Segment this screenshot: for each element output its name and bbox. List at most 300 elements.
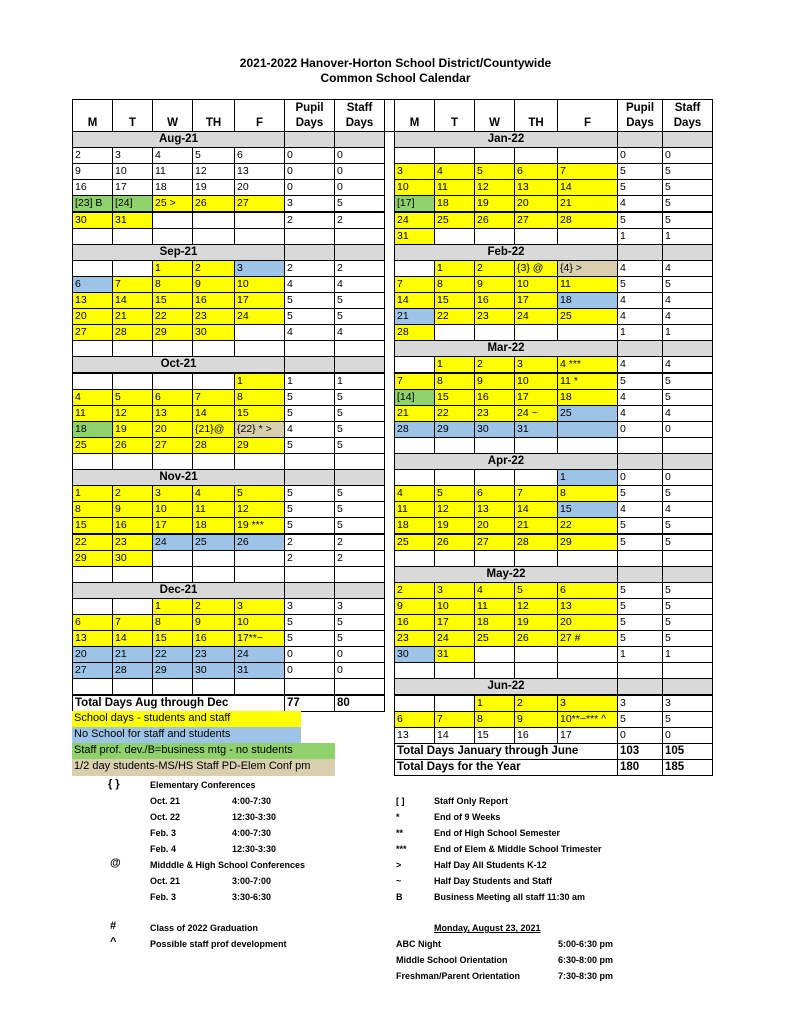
symbol-key: [ ] [396,796,405,806]
staff-days-cell: 0 [662,469,713,486]
month-header-cell [617,340,663,357]
day-cell: 7 [394,276,435,293]
staff-days-cell: 5 [662,614,713,631]
day-cell: 7 [112,276,153,293]
day-cell: 14 [557,179,618,196]
pupil-days-cell: 5 [284,405,335,422]
day-cell [234,340,285,357]
month-header: Apr-22 [394,453,618,470]
staff-days-cell: 5 [662,517,713,534]
day-cell: 4 [192,485,235,502]
pupil-days-cell: 5 [617,534,663,551]
legend-staff-pd: Staff prof. dev./B=business mtg - no students [72,743,335,760]
total-year-staff: 185 [662,759,713,776]
day-cell: 1 [434,260,475,277]
day-cell: 23 [394,630,435,647]
day-cell: 14 [192,405,235,422]
pupil-days-cell: 0 [617,147,663,164]
day-cell: 25 [192,534,235,551]
symbol-desc: End of Elem & Middle School Trimester [434,844,602,854]
pupil-days-cell [284,453,335,470]
month-header-cell [334,469,385,486]
day-cell: 23 [192,308,235,325]
symbol-key: > [396,860,402,870]
day-cell [434,228,475,245]
ms-conf-time: 3:30-6:30 [232,892,272,902]
day-cell: 26 [514,630,558,647]
day-cell: 4 [474,582,515,599]
day-cell: 29 [557,534,618,551]
day-cell: 15 [234,405,285,422]
pupil-days-cell [284,678,335,695]
pupil-days-cell: 5 [617,212,663,229]
ms-conf-title: Midddle & High School Conferences [150,860,306,870]
day-cell: 27 # [557,630,618,647]
pupil-days-cell: 5 [617,582,663,599]
pupil-days-cell: 5 [284,437,335,454]
day-cell: 6 [234,147,285,164]
pupil-days-cell: 0 [284,646,335,663]
day-cell: 4 [394,485,435,502]
pupil-days-cell [617,550,663,567]
day-cell: 8 [474,711,515,728]
day-cell: 31 [394,228,435,245]
day-cell: 24 ~ [514,405,558,422]
day-cell: 12 [234,501,285,518]
day-cell: 4 *** [557,356,618,373]
day-cell [72,598,113,615]
staff-days-cell: 5 [334,195,385,212]
day-cell: 24 [234,646,285,663]
day-cell: 24 [434,630,475,647]
day-cell: 24 [152,534,193,551]
day-cell: 22 [434,308,475,325]
staff-days-cell [334,340,385,357]
day-cell: 16 [192,292,235,309]
pupil-days-cell: 1 [617,646,663,663]
day-cell: {4} > [557,260,618,277]
day-cell [474,437,515,454]
day-cell [192,373,235,390]
staff-days-cell: 0 [334,147,385,164]
day-cell: 30 [112,550,153,567]
staff-days-cell: 0 [334,646,385,663]
pupil-days-cell: 5 [284,389,335,406]
day-cell: 2 [192,260,235,277]
day-cell: 10 [394,179,435,196]
staff-days-cell: 5 [334,485,385,502]
staff-days-cell: 3 [662,695,713,712]
pupil-days-cell: 5 [284,501,335,518]
day-cell: 1 [72,485,113,502]
day-cell: 23 [474,308,515,325]
day-cell: 6 [72,276,113,293]
day-cell [434,662,475,679]
day-cell [514,228,558,245]
day-cell: 4 [152,147,193,164]
staff-days-cell [334,678,385,695]
day-cell: 1 [434,356,475,373]
day-cell [514,147,558,164]
day-cell: 2 [112,485,153,502]
month-header-cell [662,340,713,357]
day-cell: 26 [112,437,153,454]
pupil-days-cell: 5 [284,292,335,309]
day-cell: 21 [394,405,435,422]
day-cell: 18 [192,517,235,534]
day-cell [394,550,435,567]
pupil-days-cell: 4 [617,308,663,325]
day-cell [394,662,435,679]
pupil-days-cell: 5 [617,276,663,293]
day-cell: 10 [234,614,285,631]
event-time: 5:00-6:30 pm [558,939,614,949]
day-cell: 30 [394,646,435,663]
day-cell: 11 [434,179,475,196]
pupil-days-cell: 5 [284,517,335,534]
day-cell: 3 [152,485,193,502]
day-cell [192,550,235,567]
month-header-cell [662,678,713,695]
day-cell: 7 [192,389,235,406]
staff-days-cell: 0 [662,147,713,164]
day-cell: 21 [112,308,153,325]
day-cell: 1 [234,373,285,390]
day-cell: 5 [192,147,235,164]
pupil-days-cell: 5 [617,485,663,502]
pupil-days-cell: 4 [617,195,663,212]
pupil-days-cell: 2 [284,212,335,229]
staff-days-cell: 5 [662,195,713,212]
day-cell [234,212,285,229]
day-cell [234,453,285,470]
pupil-days-cell: 4 [617,501,663,518]
day-cell [152,678,193,695]
day-cell: 16 [474,389,515,406]
header-pupil-days: Pupil Days [284,99,335,132]
day-cell: 1 [152,598,193,615]
day-cell: 27 [72,662,113,679]
pupil-days-cell: 0 [284,163,335,180]
day-cell: {21}@ [192,421,235,438]
day-cell [234,324,285,341]
day-cell: 19 [514,614,558,631]
month-header-cell [334,244,385,261]
month-header-cell [334,356,385,373]
day-cell: 19 *** [234,517,285,534]
pupil-days-cell [617,662,663,679]
day-cell [474,550,515,567]
day-cell [72,453,113,470]
day-cell: 27 [514,212,558,229]
day-cell: 19 [434,517,475,534]
staff-days-cell: 4 [662,260,713,277]
elem-conf-symbol: { } [108,778,120,790]
day-cell [152,228,193,245]
day-cell: 11 * [557,373,618,390]
day-cell: 12 [112,405,153,422]
day-cell [394,437,435,454]
day-cell [192,678,235,695]
day-cell: 12 [474,179,515,196]
day-cell [557,147,618,164]
day-cell: 13 [72,630,113,647]
day-cell [112,678,153,695]
pupil-days-cell: 3 [284,195,335,212]
month-header-cell [284,582,335,599]
header-pupil-days: Pupil Days [617,99,663,132]
symbol-desc: Business Meeting all staff 11:30 am [434,892,586,902]
symbol-key: ~ [396,876,402,886]
day-cell: 20 [72,308,113,325]
total-aug-dec-pupil: 77 [284,695,335,712]
day-cell [152,566,193,583]
day-cell: 16 [112,517,153,534]
day-cell: 12 [192,163,235,180]
day-cell: 15 [434,389,475,406]
day-cell [394,356,435,373]
day-cell [234,228,285,245]
day-cell: 27 [152,437,193,454]
legend-half-day: 1/2 day students-MS/HS Staff PD-Elem Conf pm [72,759,335,776]
symbol-desc: Half Day All Students K-12 [434,860,547,870]
day-cell: 14 [394,292,435,309]
day-cell: 27 [234,195,285,212]
day-cell: 19 [474,195,515,212]
day-cell: 19 [192,179,235,196]
day-cell [514,662,558,679]
staff-days-cell: 0 [662,727,713,744]
day-cell [394,469,435,486]
day-cell: {3} @ [514,260,558,277]
day-cell: 10 [514,373,558,390]
day-cell: 18 [557,389,618,406]
day-cell: 8 [152,276,193,293]
day-cell: 17**~ [234,630,285,647]
day-cell: 31 [514,421,558,438]
staff-days-cell: 4 [662,405,713,422]
day-cell: 24 [394,212,435,229]
day-cell: 26 [434,534,475,551]
event-time: 6:30-8:00 pm [558,955,614,965]
day-cell [72,340,113,357]
pupil-days-cell: 2 [284,534,335,551]
day-cell [72,373,113,390]
staff-days-cell: 1 [662,646,713,663]
day-cell: 4 [434,163,475,180]
staff-days-cell: 5 [662,485,713,502]
day-cell: 13 [234,163,285,180]
day-cell [434,437,475,454]
day-cell [394,147,435,164]
pupil-days-cell: 5 [617,163,663,180]
staff-days-cell: 5 [334,292,385,309]
header-m: M [72,99,113,132]
day-cell: 18 [394,517,435,534]
day-cell: 9 [514,711,558,728]
graduation-text: Class of 2022 Graduation [150,923,259,933]
day-cell [72,260,113,277]
day-cell: 27 [474,534,515,551]
day-cell: 6 [394,711,435,728]
day-cell: 29 [152,324,193,341]
day-cell: 18 [474,614,515,631]
elem-conf-title: Elementary Conferences [150,780,256,790]
day-cell: 23 [192,646,235,663]
pupil-days-cell: 4 [617,405,663,422]
month-header-cell [662,566,713,583]
pupil-days-cell: 0 [617,421,663,438]
staff-days-cell: 2 [334,534,385,551]
pupil-days-cell: 0 [284,147,335,164]
day-cell: 25 > [152,195,193,212]
ms-conf-date: Oct. 21 [150,876,181,886]
total-year-label: Total Days for the Year [394,759,618,776]
elem-conf-time: 4:00-7:30 [232,796,272,806]
day-cell [192,212,235,229]
day-cell: 30 [474,421,515,438]
staff-days-cell: 5 [662,276,713,293]
header-t: T [434,99,475,132]
day-cell [474,469,515,486]
pupil-days-cell: 4 [284,276,335,293]
total-year-pupil: 180 [617,759,663,776]
header-w: W [474,99,515,132]
staff-days-cell: 4 [334,324,385,341]
symbol-desc: End of High School Semester [434,828,561,838]
pupil-days-cell: 5 [617,598,663,615]
day-cell: 3 [234,598,285,615]
staff-days-cell: 2 [334,550,385,567]
day-cell: 3 [112,147,153,164]
day-cell: 9 [72,163,113,180]
day-cell: 31 [112,212,153,229]
pupil-days-cell: 4 [617,292,663,309]
pupil-days-cell: 1 [284,373,335,390]
day-cell [112,228,153,245]
pupil-days-cell: 0 [284,662,335,679]
day-cell [434,550,475,567]
pupil-days-cell: 0 [284,179,335,196]
pupil-days-cell [617,437,663,454]
day-cell: 18 [557,292,618,309]
day-cell: 3 [394,163,435,180]
day-cell: 13 [474,501,515,518]
day-cell: 25 [557,405,618,422]
ms-conf-date: Feb. 3 [150,892,177,902]
elem-conf-time: 12:30-3:30 [232,812,277,822]
day-cell [557,550,618,567]
day-cell: 3 [514,356,558,373]
staff-days-cell: 5 [334,630,385,647]
day-cell: 25 [557,308,618,325]
elem-conf-time: 4:00-7:30 [232,828,272,838]
day-cell: 7 [394,373,435,390]
staff-days-cell: 0 [334,163,385,180]
staff-days-cell: 5 [662,163,713,180]
pupil-days-cell: 5 [617,614,663,631]
day-cell: 20 [474,517,515,534]
day-cell: 23 [112,534,153,551]
day-cell: 21 [394,308,435,325]
day-cell [514,646,558,663]
month-header-cell [617,678,663,695]
month-header-cell [617,453,663,470]
day-cell: 5 [112,389,153,406]
ms-conf-time: 3:00-7:00 [232,876,272,886]
pupil-days-cell: 4 [617,260,663,277]
day-cell: 6 [557,582,618,599]
staff-days-cell: 1 [334,373,385,390]
day-cell [112,566,153,583]
day-cell [152,373,193,390]
day-cell: 8 [434,373,475,390]
day-cell: 10 [234,276,285,293]
staff-days-cell [662,437,713,454]
elem-conf-date: Feb. 4 [150,844,177,854]
title-line-1: 2021-2022 Hanover-Horton School District/Countywide [239,56,552,70]
day-cell: 10 [434,598,475,615]
day-cell [557,662,618,679]
header-th: TH [514,99,558,132]
staff-days-cell: 4 [662,308,713,325]
day-cell [474,324,515,341]
day-cell: 9 [474,373,515,390]
day-cell [112,453,153,470]
day-cell: 29 [234,437,285,454]
day-cell: 5 [514,582,558,599]
day-cell: 15 [474,727,515,744]
staff-days-cell [334,566,385,583]
day-cell: 14 [112,630,153,647]
day-cell: 21 [557,195,618,212]
staff-days-cell [662,662,713,679]
pupil-days-cell [284,340,335,357]
symbol-key: ** [396,828,404,838]
day-cell: 18 [72,421,113,438]
staff-days-cell [662,550,713,567]
day-cell: 22 [152,308,193,325]
symbol-desc: Staff Only Report [434,796,509,806]
day-cell: 23 [474,405,515,422]
day-cell [474,228,515,245]
day-cell [394,260,435,277]
month-header: Sep-21 [72,244,285,261]
day-cell: 13 [394,727,435,744]
day-cell [434,147,475,164]
day-cell: 10 [112,163,153,180]
day-cell: 18 [434,195,475,212]
day-cell: 25 [394,534,435,551]
month-header: Jun-22 [394,678,618,695]
total-aug-dec-label: Total Days Aug through Dec [72,695,285,712]
day-cell [514,324,558,341]
day-cell: 7 [514,485,558,502]
day-cell: 16 [514,727,558,744]
day-cell: 17 [234,292,285,309]
day-cell [192,340,235,357]
staff-days-cell: 5 [334,421,385,438]
symbol-key: B [396,892,403,902]
day-cell [557,421,618,438]
event-name: ABC Night [396,939,441,949]
elem-conf-date: Feb. 3 [150,828,177,838]
calendar-title [0,56,791,86]
staff-days-cell: 5 [662,630,713,647]
day-cell: 17 [557,727,618,744]
pupil-days-cell: 0 [617,727,663,744]
day-cell: 16 [72,179,113,196]
